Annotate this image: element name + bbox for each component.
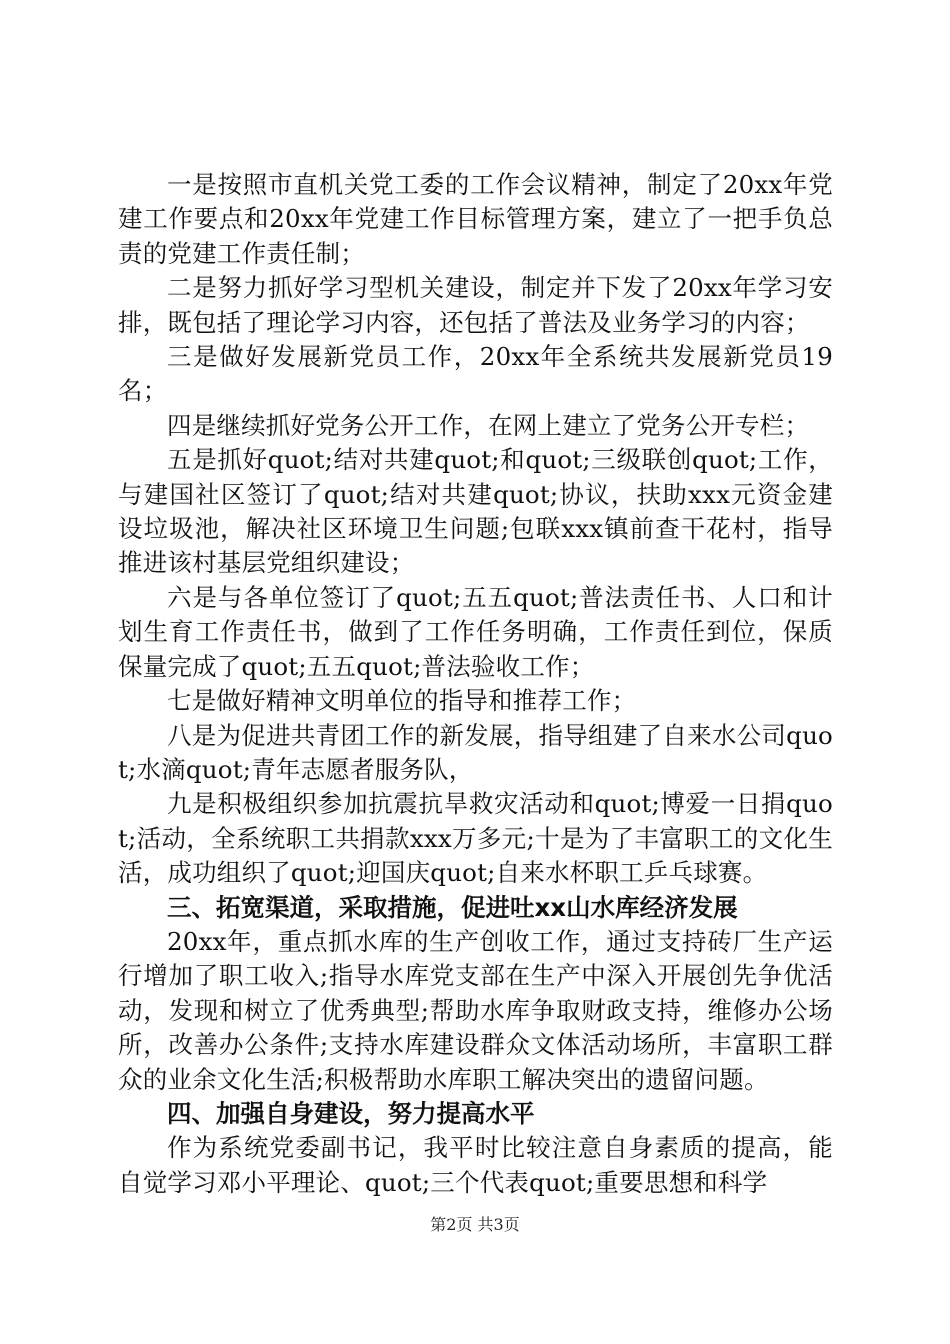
paragraph-10: 20xx年，重点抓水库的生产创收工作，通过支持砖厂生产运行增加了职工收入;指导水库党支部在生产中深入开展创先争优活动，发现和树立了优秀典型;帮助水库争取财政支持，维修办公场所，改善办公条件;支持水库建设群众文体活动场所，丰富职工群众的业余文化生活;积极帮助水库职工解决突出的遗留问题。 [118, 926, 833, 1094]
paragraph-2: 二是努力抓好学习型机关建设，制定并下发了20xx年学习安排，既包括了理论学习内容，还包括了普法及业务学习的内容； [118, 273, 833, 337]
paragraph-9: 九是积极组织参加抗震抗旱救灾活动和quot;博爱一日捐quot;活动，全系统职工共捐款xxx万多元;十是为了丰富职工的文化生活，成功组织了quot;迎国庆quot;自来水杯职工乒乓球赛。 [118, 789, 833, 888]
document-body [118, 168, 833, 1200]
paragraph-6: 六是与各单位签订了quot;五五quot;普法责任书、人口和计划生育工作责任书，做到了工作任务明确，工作责任到位，保质保量完成了quot;五五quot;普法验收工作； [118, 582, 833, 681]
paragraph-3: 三是做好发展新党员工作，20xx年全系统共发展新党员19名； [118, 342, 833, 406]
section-heading-4: 四、加强自身建设，努力提高水平 [167, 1098, 535, 1128]
section-heading-3: 三、拓宽渠道，采取措施，促进吐xx山水库经济发展 [167, 892, 738, 922]
page-footer [0, 1215, 950, 1235]
page-number-label: 第2页 共3页 [430, 1215, 520, 1234]
paragraph-11: 作为系统党委副书记，我平时比较注意自身素质的提高，能自觉学习邓小平理论、quot;三个代表quot;重要思想和科学 [118, 1133, 833, 1197]
paragraph-4: 四是继续抓好党务公开工作，在网上建立了党务公开专栏； [167, 410, 810, 440]
paragraph-8: 八是为促进共青团工作的新发展，指导组建了自来水公司quot;水滴quot;青年志愿者服务队， [118, 720, 833, 784]
paragraph-1: 一是按照市直机关党工委的工作会议精神，制定了20xx年党建工作要点和20xx年党建工作目标管理方案，建立了一把手负总责的党建工作责任制； [118, 170, 833, 268]
paragraph-5: 五是抓好quot;结对共建quot;和quot;三级联创quot;工作，与建国社区签订了quot;结对共建quot;协议，扶助xxx元资金建设垃圾池，解决社区环境卫生问题;包联xxx镇前查干花村，指导推进该村基层党组织建设； [118, 445, 833, 578]
paragraph-7: 七是做好精神文明单位的指导和推荐工作； [167, 686, 637, 716]
